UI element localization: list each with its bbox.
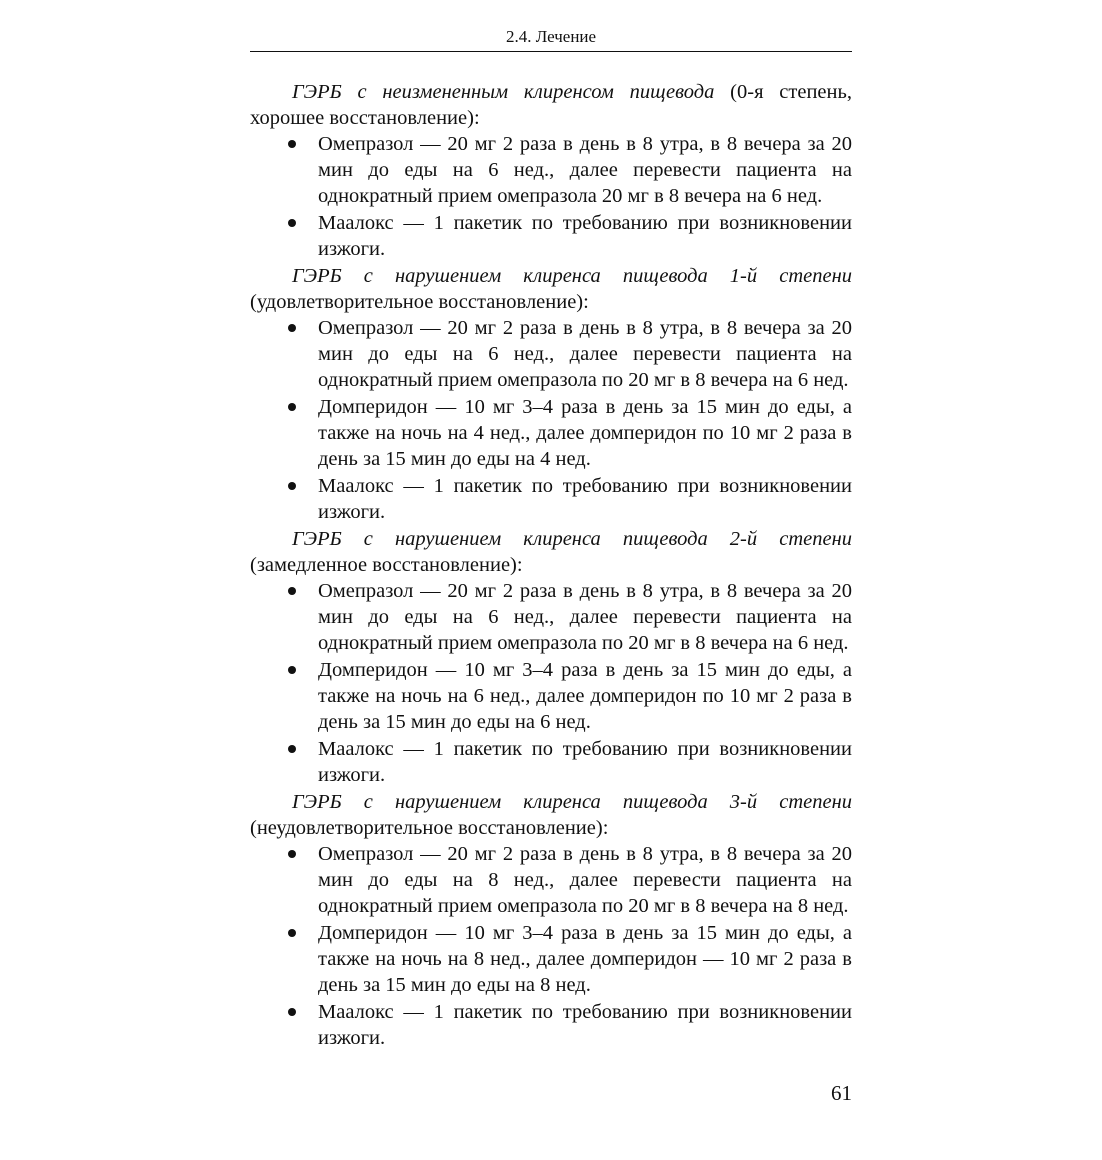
list-item-text: Домперидон — 10 мг 3–4 раза в день за 15 мин до еды, а также на ночь на 6 нед., далее домперидон по 10 мг 2 раза в день за 15 мин до еды на 6 нед. [318,659,852,733]
list-item [250,578,852,656]
section-title-italic: ГЭРБ с нарушением клиренса пищевода 1-й степени [292,265,852,287]
bullet-icon [288,140,296,148]
section-title-paren: (0-я степень, хорошее восстановление): [250,81,852,129]
list-item [250,999,852,1051]
list-item-text: Маалокс — 1 пакетик по требованию при возникновении изжоги. [318,738,852,786]
list-item-text: Омепразол — 20 мг 2 раза в день в 8 утра, в 8 вечера за 20 мин до еды на 8 нед., далее перевести пациента на однократный прием омепразола по 20 мг в 8 вечера на 8 нед. [318,843,852,917]
list-item-text: Омепразол — 20 мг 2 раза в день в 8 утра, в 8 вечера за 20 мин до еды на 6 нед., далее перевести пациента на однократный прием омепразола по 20 мг в 8 вечера на 6 нед. [318,317,852,391]
bullet-icon [288,403,296,411]
list-item-text: Омепразол — 20 мг 2 раза в день в 8 утра, в 8 вечера за 20 мин до еды на 6 нед., далее перевести пациента на однократный прием омепразола по 20 мг в 8 вечера на 6 нед. [318,580,852,654]
section-title [250,263,852,315]
list-item-text: Домперидон — 10 мг 3–4 раза в день за 15 мин до еды, а также на ночь на 4 нед., далее домперидон по 10 мг 2 раза в день за 15 мин до еды на 4 нед. [318,396,852,470]
bullet-icon [288,324,296,332]
section-title-italic: ГЭРБ с нарушением клиренса пищевода 2-й степени [292,528,852,550]
section-grade-1 [250,263,852,525]
bullet-icon [288,482,296,490]
list-item [250,657,852,735]
list-item [250,394,852,472]
bullet-icon [288,587,296,595]
list-item [250,841,852,919]
bullet-list [250,315,852,525]
section-title [250,789,852,841]
bullet-icon [288,745,296,753]
section-title-italic: ГЭРБ с нарушением клиренса пищевода 3-й степени [292,791,852,813]
list-item [250,210,852,262]
bullet-icon [288,929,296,937]
list-item [250,736,852,788]
header-rule [250,51,852,52]
list-item-text: Омепразол — 20 мг 2 раза в день в 8 утра, в 8 вечера за 20 мин до еды на 6 нед., далее перевести пациента на однократный прием омепразола 20 мг в 8 вечера на 6 нед. [318,133,852,207]
page-number: 61 [831,1081,852,1105]
list-item-text: Маалокс — 1 пакетик по требованию при возникновении изжоги. [318,1001,852,1049]
list-item-text: Маалокс — 1 пакетик по требованию при возникновении изжоги. [318,212,852,260]
bullet-list [250,578,852,788]
bullet-icon [288,850,296,858]
bullet-icon [288,219,296,227]
running-head: 2.4. Лечение [505,27,597,46]
section-title-italic: ГЭРБ с неизмененным клиренсом пищевода [292,81,715,103]
list-item-text: Домперидон — 10 мг 3–4 раза в день за 15 мин до еды, а также на ночь на 8 нед., далее домперидон — 10 мг 2 раза в день за 15 мин до еды на 8 нед. [318,922,852,996]
list-item-text: Маалокс — 1 пакетик по требованию при возникновении изжоги. [318,475,852,523]
section-title-paren: (удовлетворительное восстановление): [250,291,589,313]
list-item [250,131,852,209]
section-grade-3 [250,789,852,1051]
bullet-list [250,131,852,262]
section-title-paren: (неудовлетворительное восстановление): [250,817,609,839]
bullet-list [250,841,852,1051]
page-body [250,79,852,1052]
list-item [250,473,852,525]
bullet-icon [288,1008,296,1016]
section-grade-2 [250,526,852,788]
list-item [250,315,852,393]
section-title-paren: (замедленное восстановление): [250,554,523,576]
bullet-icon [288,666,296,674]
section-title [250,526,852,578]
list-item [250,920,852,998]
section-title [250,79,852,131]
section-grade-0 [250,79,852,262]
